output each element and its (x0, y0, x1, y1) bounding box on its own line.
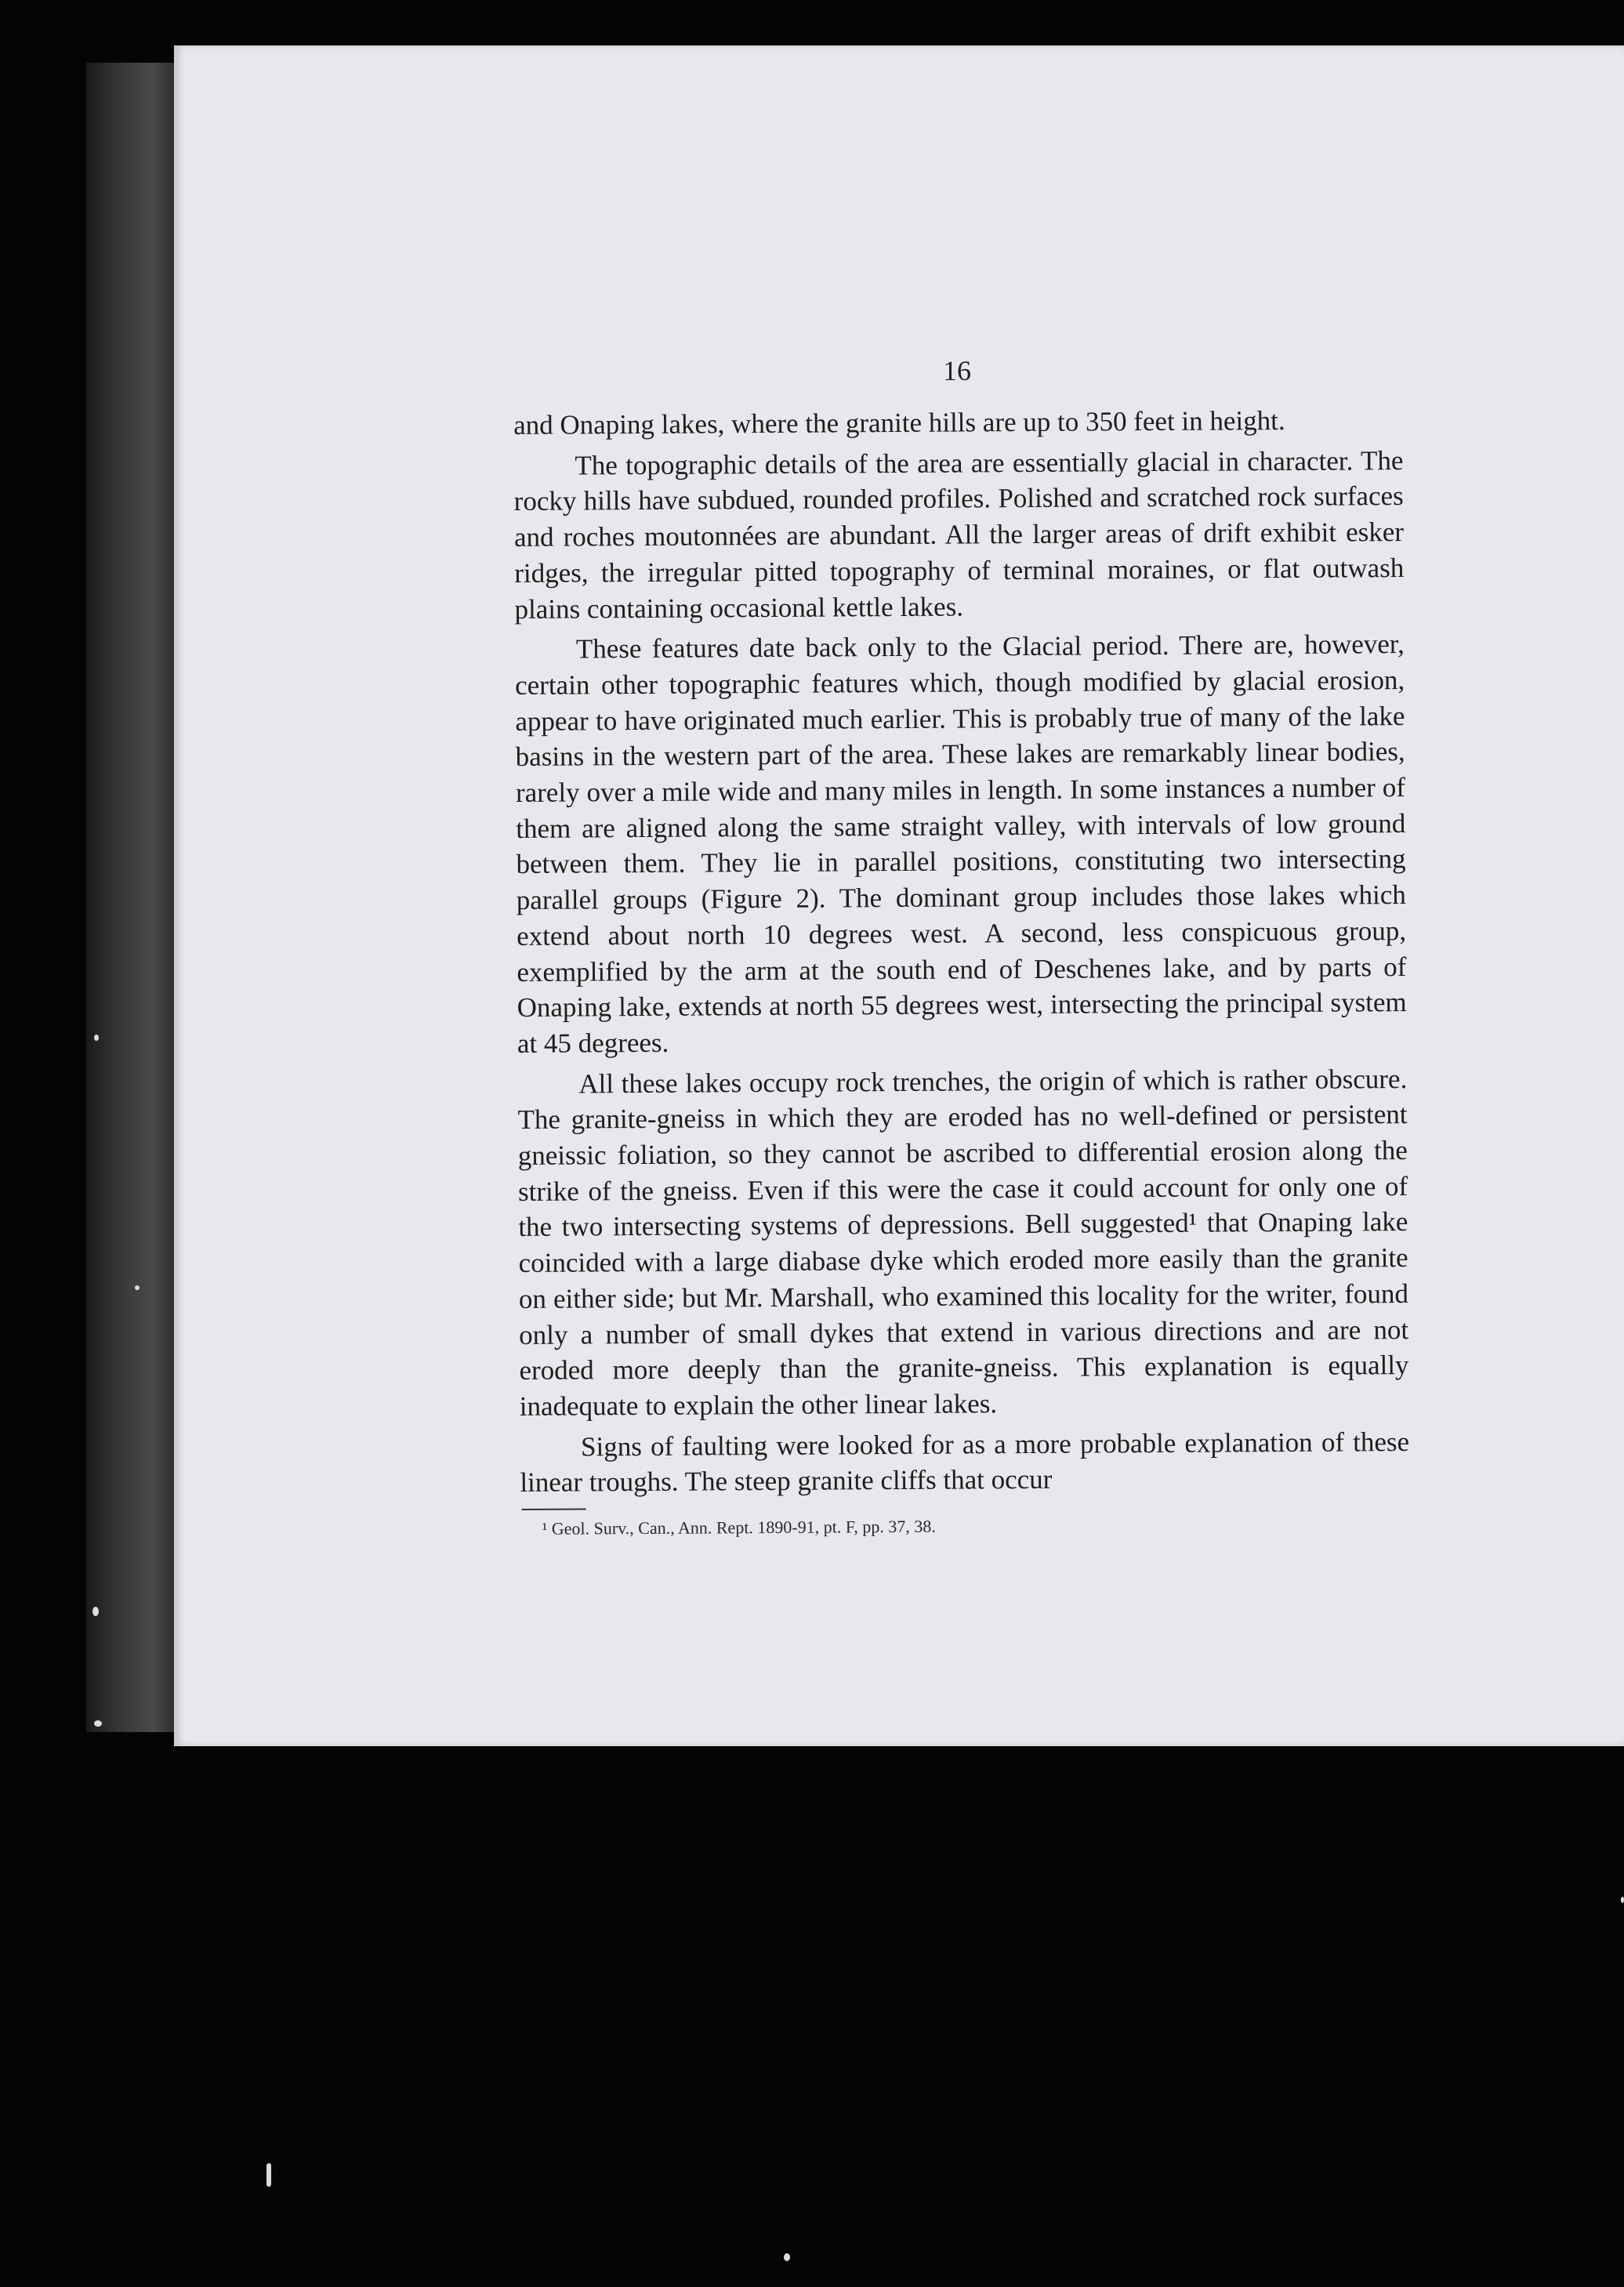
paragraph-2: The topographic details of the area are essentially glacial in character. The rocky hills have subdued, rounded profiles. Polished and scratched rock surfaces and roches moutonnées are abundant. All the larger areas of drift exhibit esker ridges, the irregular pitted topography of terminal moraines, or flat outwash plains containing occasional kettle lakes. (513, 444, 1405, 625)
paragraph-4: All these lakes occupy rock trenches, the origin of which is rather obscure. The granite-gneiss in which they are eroded has no well-defined or persistent gneissic foliation, so they cannot be ascribed to differential erosion along the strike of the gneiss. Even if this were the case it could account for only one of the two intersecting systems of depressions. Bell suggested¹ that Onaping lake coincided with a large diabase dyke which eroded more easily than the granite on either side; but Mr. Marshall, who examined this locality for the writer, found only a number of small dykes that extend in various directions and are not eroded more deeply than the granite-gneiss. This explanation is equally inadequate to explain the other linear lakes. (517, 1063, 1409, 1422)
book-binding (86, 63, 180, 1732)
paragraph-1: and Onaping lakes, where the granite hills are up to 350 feet in height. (513, 404, 1285, 440)
body-text (513, 402, 1410, 1540)
page-number: 16 (943, 355, 971, 386)
page-edge (174, 45, 179, 1746)
footnote: ¹ Geol. Surv., Can., Ann. Rept. 1890-91, pt. F, pp. 37, 38. (542, 1516, 936, 1539)
paragraph-5: Signs of faulting were looked for as a more probable explanation of these linear troughs. The steep granite cliffs that occur (520, 1426, 1410, 1499)
paragraph-3: These features date back only to the Glacial period. There are, however, certain other topographic features which, though modified by glacial erosion, appear to have originated much earlier. This is probably true of many of the lake basins in the western part of the area. These lakes are remarkably linear bodies, rarely over a mile wide and many miles in length. In some instances a number of them are aligned along the same straight valley, with intervals of low ground between them. They lie in parallel positions, constituting two intersecting parallel groups (Figure 2). The dominant group includes those lakes which extend about north 10 degrees west. A second, less conspicuous group, exemplified by the arm at the south end of Deschenes lake, and by parts of Onaping lake, extends at north 55 degrees west, intersecting the principal system at 45 degrees. (515, 629, 1407, 1059)
footnote-rule (522, 1509, 586, 1511)
